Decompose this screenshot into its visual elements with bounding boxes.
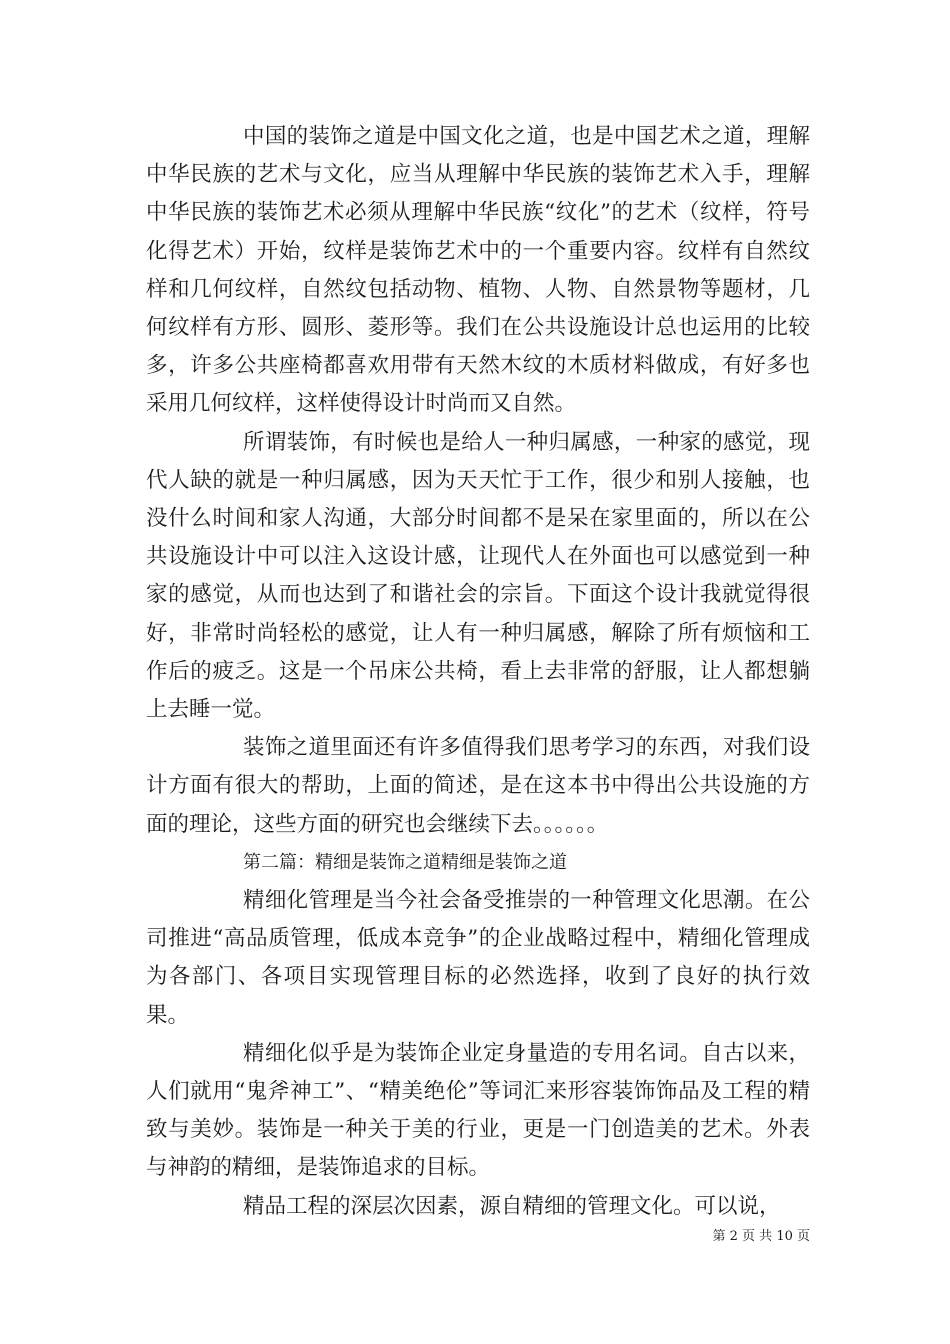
page-number-footer: 第 2 页 共 10 页: [712, 1229, 810, 1244]
paragraph-fine-management: 精细化管理是当今社会备受推崇的一种管理文化思潮。在公司推进“高品质管理，低成本竞争”的企业战略过程中，精细化管理成为各部门、各项目实现管理目标的必然选择，收到了良好的执行效果。: [146, 888, 810, 1028]
section-heading: 第二篇：精细是装饰之道精细是装饰之道: [243, 851, 567, 873]
paragraph-decoration-culture: 中国的装饰之道是中国文化之道，也是中国艺术之道，理解中华民族的艺术与文化，应当从理解中华民族的装饰艺术入手，理解中华民族的装饰艺术必须从理解中华民族“纹化”的艺术（纹样，符号化得艺术）开始，纹样是装饰艺术中的一个重要内容。纹样有自然纹样和几何纹样，自然纹包括动物、植物、人物、自然景物等题材，几何纹样有方形、圆形、菱形等。我们在公共设施设计总也运用的比较多，许多公共座椅都喜欢用带有天然木纹的木质材料做成，有好多也采用几何纹样，这样使得设计时尚而又自然。: [146, 124, 810, 417]
document-body: [146, 118, 810, 1226]
paragraph-quality-project: 精品工程的深层次因素，源自精细的管理文化。可以说，: [243, 1193, 781, 1219]
paragraph-belonging: 所谓装饰，有时候也是给人一种归属感，一种家的感觉，现代人缺的就是一种归属感，因为天天忙于工作，很少和别人接触，也没什么时间和家人沟通，大部分时间都不是呆在家里面的，所以在公共设施设计中可以注入这设计感，让现代人在外面也可以感觉到一种家的感觉，从而也达到了和谐社会的宗旨。下面这个设计我就觉得很好，非常时尚轻松的感觉，让人有一种归属感，解除了所有烦恼和工作后的疲乏。这是一个吊床公共椅，看上去非常的舒服，让人都想躺上去睡一觉。: [146, 429, 810, 723]
paragraph-summary: 装饰之道里面还有许多值得我们思考学习的东西，对我们设计方面有很大的帮助，上面的简述，是在这本书中得出公共设施的方面的理论，这些方面的研究也会继续下去。。。。。。: [146, 735, 810, 837]
paragraph-refinement: 精细化似乎是为装饰企业定身量造的专用名词。自古以来，人们就用“鬼斧神工”、“精美绝伦”等词汇来形容装饰饰品及工程的精致与美妙。装饰是一种关于美的行业，更是一门创造美的艺术。外表与神韵的精细，是装饰追求的目标。: [146, 1040, 810, 1181]
